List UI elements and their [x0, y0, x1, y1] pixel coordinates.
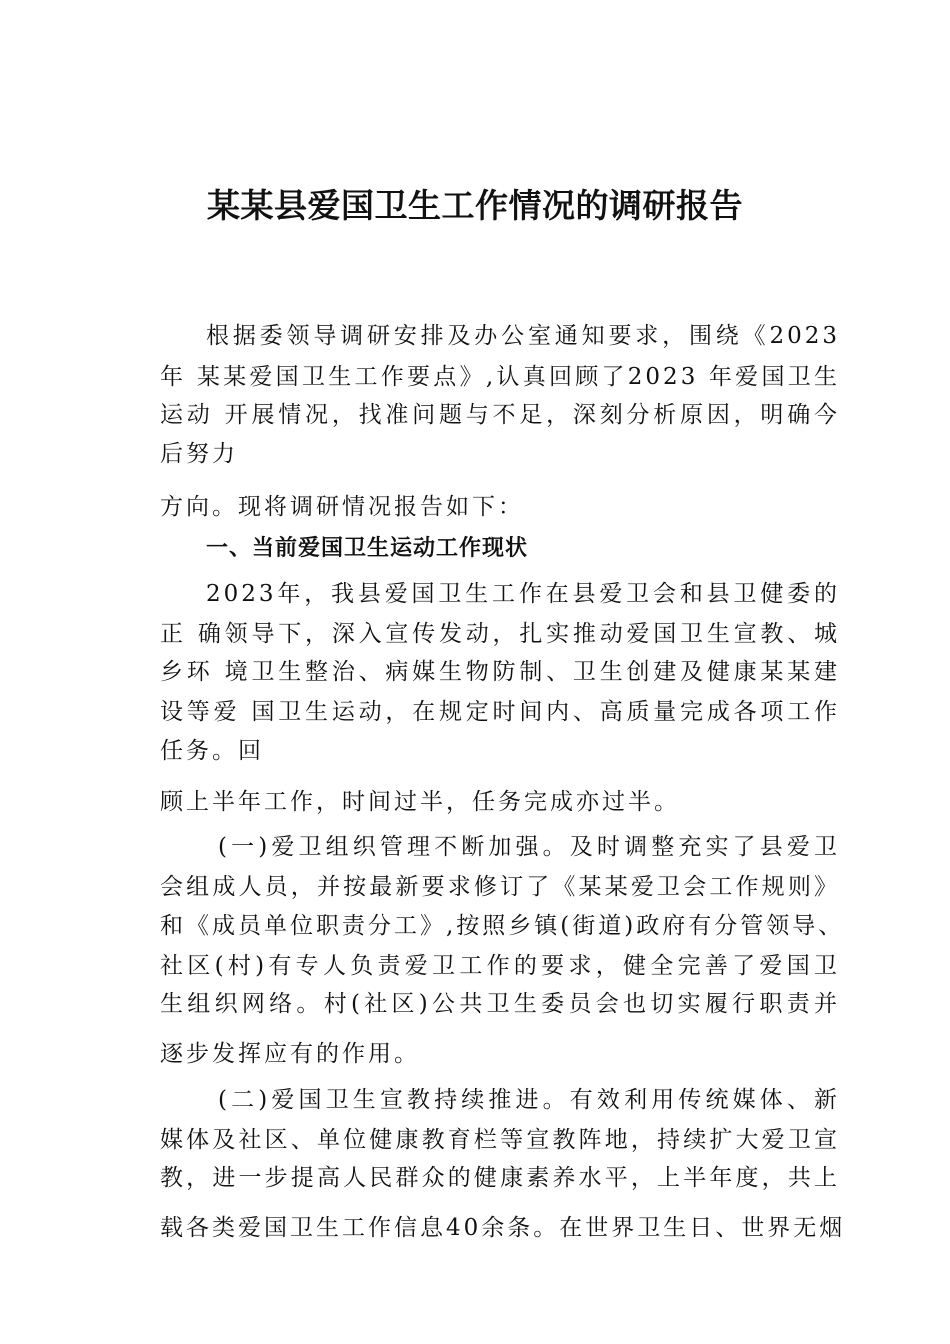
- paragraph-line: 会组成人员，并按最新要求修订了《某某爱卫会工作规则》: [160, 874, 840, 900]
- paragraph-line: 年 某某爱国卫生工作要点》,认真回顾了2023 年爱国卫生: [160, 364, 840, 390]
- paragraph-line: 2023年，我县爱国卫生工作在县爱卫会和县卫健委的: [206, 581, 840, 607]
- section-heading: 一、当前爱国卫生运动工作现状: [206, 536, 529, 561]
- paragraph-line: (二)爱国卫生宣教持续推进。有效利用传统媒体、新: [218, 1087, 840, 1113]
- document-title: 某某县爱国卫生工作情况的调研报告: [207, 186, 743, 225]
- paragraph-line: (一)爱卫组织管理不断加强。及时调整充实了县爱卫: [218, 834, 840, 860]
- paragraph-line: 运动 开展情况，找准问题与不足，深刻分析原因，明确今: [160, 402, 840, 428]
- paragraph-line: 任务。回: [160, 738, 264, 764]
- paragraph-line: 设等爱 国卫生运动，在规定时间内、高质量完成各项工作: [160, 699, 840, 725]
- paragraph-line: 正 确领导下，深入宣传发动，扎实推动爱国卫生宣教、城: [160, 621, 840, 647]
- paragraph-line: 载各类爱国卫生工作信息40余条。在世界卫生日、世界无烟: [160, 1215, 846, 1241]
- paragraph-line: 和《成员单位职责分工》,按照乡镇(街道)政府有分管领导、: [160, 913, 845, 939]
- paragraph-line: 教，进一步提高人民群众的健康素养水平，上半年度，共上: [160, 1165, 840, 1191]
- paragraph-line: 逐步发挥应有的作用。: [160, 1041, 420, 1067]
- paragraph-line: 乡环 境卫生整治、病媒生物防制、卫生创建及健康某某建: [160, 659, 840, 685]
- paragraph-line: 顾上半年工作，时间过半，任务完成亦过半。: [160, 789, 680, 815]
- paragraph-line: 社区(村)有专人负责爱卫工作的要求，健全完善了爱国卫: [160, 953, 840, 979]
- paragraph-line: 方向。现将调研情况报告如下：: [160, 494, 524, 520]
- paragraph-line: 后努力: [160, 441, 238, 467]
- paragraph-line: 媒体及社区、单位健康教育栏等宣教阵地，持续扩大爱卫宣: [160, 1127, 840, 1153]
- paragraph-line: 根据委领导调研安排及办公室通知要求，围绕《2023: [206, 323, 840, 349]
- paragraph-line: 生组织网络。村(社区)公共卫生委员会也切实履行职责并: [160, 991, 840, 1017]
